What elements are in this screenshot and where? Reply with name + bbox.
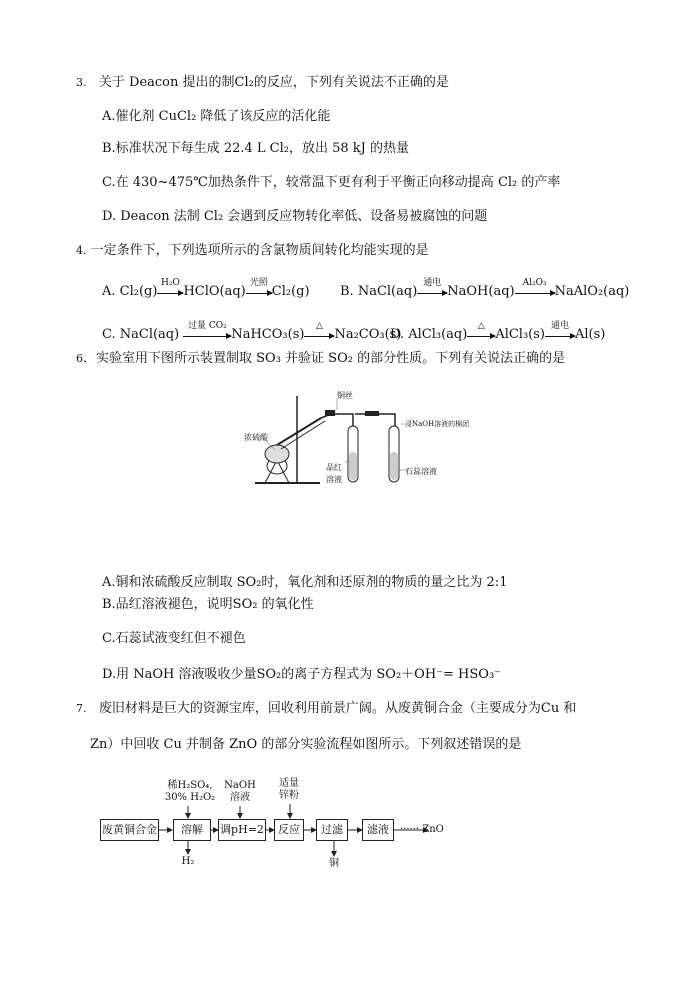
q4c-cond1: 过量 CO₂ (187, 320, 227, 331)
q4d-mid: AlCl₃(s) (495, 327, 545, 342)
fig-label-shirui: 石蕊溶液 (405, 467, 437, 476)
flow-output-cu: 铜 (329, 858, 339, 869)
q4c-cond2: △ (315, 320, 323, 331)
q4a-mid: HClO(aq) (183, 284, 246, 299)
q4a-cond1: H₂O (161, 277, 180, 288)
flow-input-naoh-1: NaOH (224, 780, 256, 791)
fig-label-pinhong: 品红溶液 (326, 463, 342, 484)
q6-option-a: A.铜和浓硫酸反应制取 SO₂时，氧化剂和还原剂的物质的量之比为 2:1 (102, 575, 508, 590)
flow-input-zn-1: 适量 (279, 778, 299, 789)
q4a-product: Cl₂(g) (271, 284, 310, 299)
flow-input-acid-2: 30% H₂O₂ (164, 792, 216, 803)
q4a-cond2: 光照 (249, 277, 268, 288)
q6-option-c: C.石蕊试液变红但不褪色 (102, 631, 246, 646)
flow-output-h2: H₂ (181, 856, 195, 867)
q4d-cond2: 通电 (550, 320, 569, 331)
q4d-reactant: D. AlCl₃(aq) (390, 327, 468, 342)
q4-number: 4. (76, 244, 87, 257)
q4-option-b (340, 277, 630, 301)
q3-option-d: D. Deacon 法制 Cl₂ 会遇到反应物转化率低、设备易被腐蚀的问题 (102, 209, 488, 224)
reaction-arrow (183, 320, 231, 342)
q4c-mid: NaHCO₃(s) (231, 327, 305, 342)
q4b-product: NaAlO₂(aq) (554, 284, 630, 299)
flow-box-filtrate: 滤液 (362, 819, 394, 841)
q4c-product: Na₂CO₃(s) (334, 327, 402, 342)
q4b-cond2: Al₂O₃ (522, 277, 547, 288)
q4b-mid: NaOH(aq) (447, 284, 515, 299)
fig-label-acid: 浓硫酸 (244, 433, 268, 442)
q7-number: 7. (76, 702, 87, 715)
reaction-arrow (515, 277, 555, 299)
fig-label-cotton: 浸NaOH溶液的棉团 (405, 420, 470, 428)
q6-option-d: D.用 NaOH 溶液吸收少量SO₂的离子方程式为 SO₂＋OH⁻= HSO₃⁻ (102, 667, 502, 682)
q4-stem (76, 242, 429, 260)
reaction-arrow (545, 320, 575, 342)
q4a-reactant: A. Cl₂(g) (102, 284, 158, 299)
q4-option-a (102, 277, 310, 301)
reaction-arrow (467, 320, 495, 342)
q6-stem (76, 350, 565, 368)
q6-stem-text: ．实验室用下图所示装置制取 SO₃ 并验证 SO₂ 的部分性质。下列有关说法正确的是 (83, 351, 566, 366)
q4b-cond1: 通电 (423, 277, 442, 288)
q4-option-c (102, 320, 402, 344)
q4c-reactant: C. NaCl(aq) (102, 327, 180, 342)
q4d-cond1: △ (477, 320, 485, 331)
q7-stem-line1 (76, 700, 576, 718)
flow-box-filter: 过滤 (316, 819, 348, 841)
flow-box-react: 反应 (274, 819, 304, 841)
flow-box-ph: 调pH=2 (218, 819, 266, 841)
q7-stem-line2: Zn）中回收 Cu 并制备 ZnO 的部分实验流程如图所示。下列叙述错误的是 (90, 737, 522, 752)
q6-number: 6 (76, 352, 83, 365)
reaction-arrow (304, 320, 334, 342)
reaction-arrow (417, 277, 447, 299)
q3-option-a: A.催化剂 CuCl₂ 降低了该反应的活化能 (102, 109, 331, 124)
q3-stem (76, 74, 449, 92)
q4b-reactant: B. NaCl(aq) (340, 284, 418, 299)
flow-input-acid-1: 稀H₂SO₄, (167, 780, 213, 791)
q4-option-d (390, 320, 606, 344)
flow-box-brass: 废黄铜合金 (100, 819, 159, 841)
flow-input-zn-2: 锌粉 (279, 790, 299, 801)
q3-option-c: C.在 430~475℃加热条件下，较常温下更有利于平衡正向移动提高 Cl₂ 的产率 (102, 175, 561, 190)
reaction-arrow (246, 277, 272, 299)
q4d-product: Al(s) (575, 327, 606, 342)
fig-label-cu: 铜丝 (337, 391, 353, 400)
q7-stem-text1: 废旧材料是巨大的资源宝库，回收利用前景广阔。从废黄铜合金（主要成分为Cu 和 (98, 701, 577, 716)
flow-end-zno: ······ ZnO (400, 824, 444, 835)
q4-stem-text: 一定条件下，下列选项所示的含氯物质间转化均能实现的是 (90, 243, 429, 258)
q3-number: 3. (76, 76, 87, 89)
q3-option-b: B.标准状况下每生成 22.4 L Cl₂，放出 58 kJ 的热量 (102, 141, 410, 156)
flow-input-naoh-2: 溶液 (230, 792, 250, 803)
q6-option-b: B.品红溶液褪色，说明SO₂ 的氧化性 (102, 597, 314, 612)
flow-box-dissolve: 溶解 (173, 819, 211, 841)
reaction-arrow (157, 277, 183, 299)
q3-stem-text: 关于 Deacon 提出的制Cl₂的反应，下列有关说法不正确的是 (98, 75, 449, 90)
